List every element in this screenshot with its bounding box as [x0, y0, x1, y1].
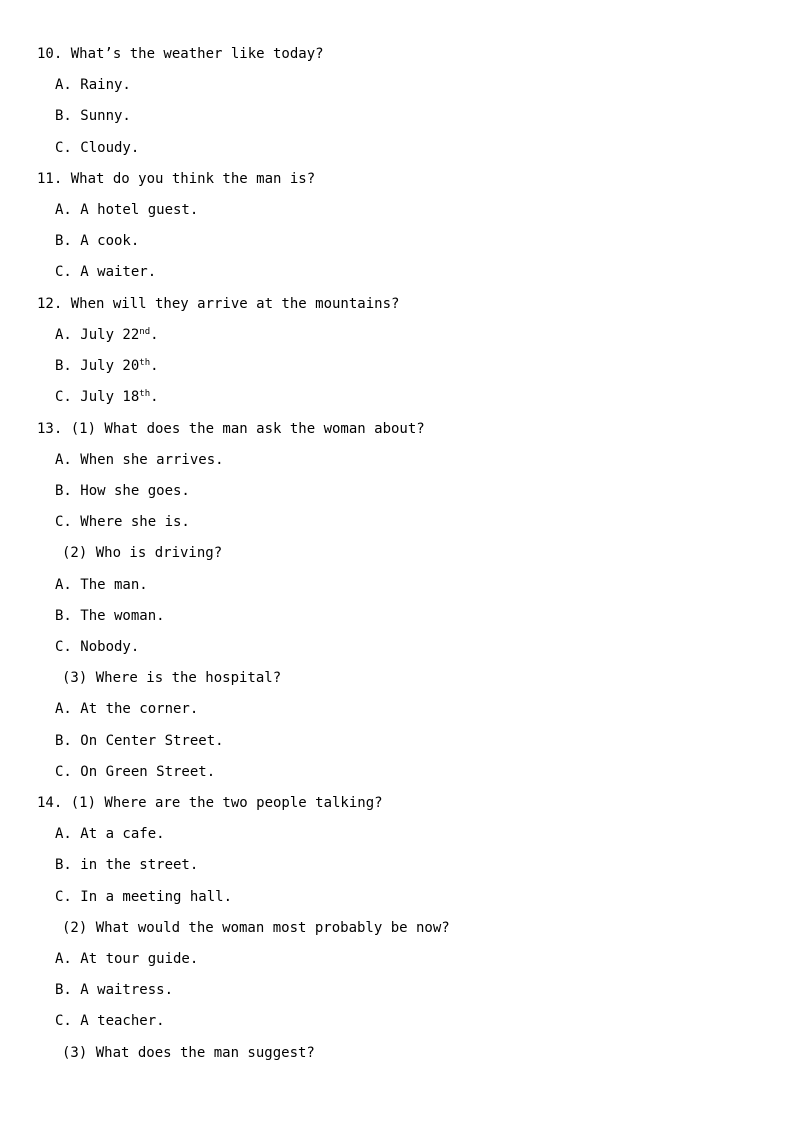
q12-option-a	[55, 325, 159, 345]
q11-option-a: A. A hotel guest.	[55, 202, 199, 218]
q12-option-a-suffix: nd	[139, 327, 151, 337]
q10-option-c: C. Cloudy.	[55, 140, 140, 156]
question-13: 13. (1) What does the man ask the woman about?	[37, 421, 425, 437]
question-14: 14. (1) Where are the two people talking?	[37, 795, 383, 811]
q13-3-option-c: C. On Green Street.	[55, 764, 216, 780]
q13-1-option-a: A. When she arrives.	[55, 452, 224, 468]
q13-2-option-a: A. The man.	[55, 577, 148, 593]
question-13-3: (3) Where is the hospital?	[62, 670, 282, 686]
question-14-3: (3) What does the man suggest?	[62, 1045, 315, 1061]
q14-1-option-c: C. In a meeting hall.	[55, 889, 233, 905]
q12-option-c-suffix: th	[139, 389, 151, 399]
q12-option-b-period: .	[150, 358, 159, 374]
q13-3-option-a: A. At the corner.	[55, 701, 199, 717]
q12-option-a-period: .	[150, 327, 159, 343]
q14-2-option-a: A. At tour guide.	[55, 951, 199, 967]
q11-option-b: B. A cook.	[55, 233, 140, 249]
q12-option-b-suffix: th	[139, 358, 151, 368]
question-10: 10. What’s the weather like today?	[37, 46, 324, 62]
q13-2-option-b: B. The woman.	[55, 608, 165, 624]
q11-option-c: C. A waiter.	[55, 264, 157, 280]
q14-2-option-b: B. A waitress.	[55, 982, 174, 998]
q12-option-b-text: B. July 20	[55, 358, 140, 374]
q12-option-a-text: A. July 22	[55, 327, 140, 343]
q13-3-option-b: B. On Center Street.	[55, 733, 224, 749]
question-12: 12. When will they arrive at the mountains?	[37, 296, 400, 312]
q14-2-option-c: C. A teacher.	[55, 1013, 165, 1029]
q13-1-option-c: C. Where she is.	[55, 514, 190, 530]
q12-option-c-period: .	[150, 389, 159, 405]
q12-option-b	[55, 356, 159, 376]
q13-1-option-b: B. How she goes.	[55, 483, 190, 499]
q14-1-option-b: B. in the street.	[55, 857, 199, 873]
q10-option-a: A. Rainy.	[55, 77, 131, 93]
question-14-2: (2) What would the woman most probably be now?	[62, 920, 450, 936]
question-13-2: (2) Who is driving?	[62, 545, 223, 561]
q12-option-c-text: C. July 18	[55, 389, 140, 405]
q13-2-option-c: C. Nobody.	[55, 639, 140, 655]
q12-option-c	[55, 387, 159, 407]
question-11: 11. What do you think the man is?	[37, 171, 316, 187]
q14-1-option-a: A. At a cafe.	[55, 826, 165, 842]
q10-option-b: B. Sunny.	[55, 108, 131, 124]
